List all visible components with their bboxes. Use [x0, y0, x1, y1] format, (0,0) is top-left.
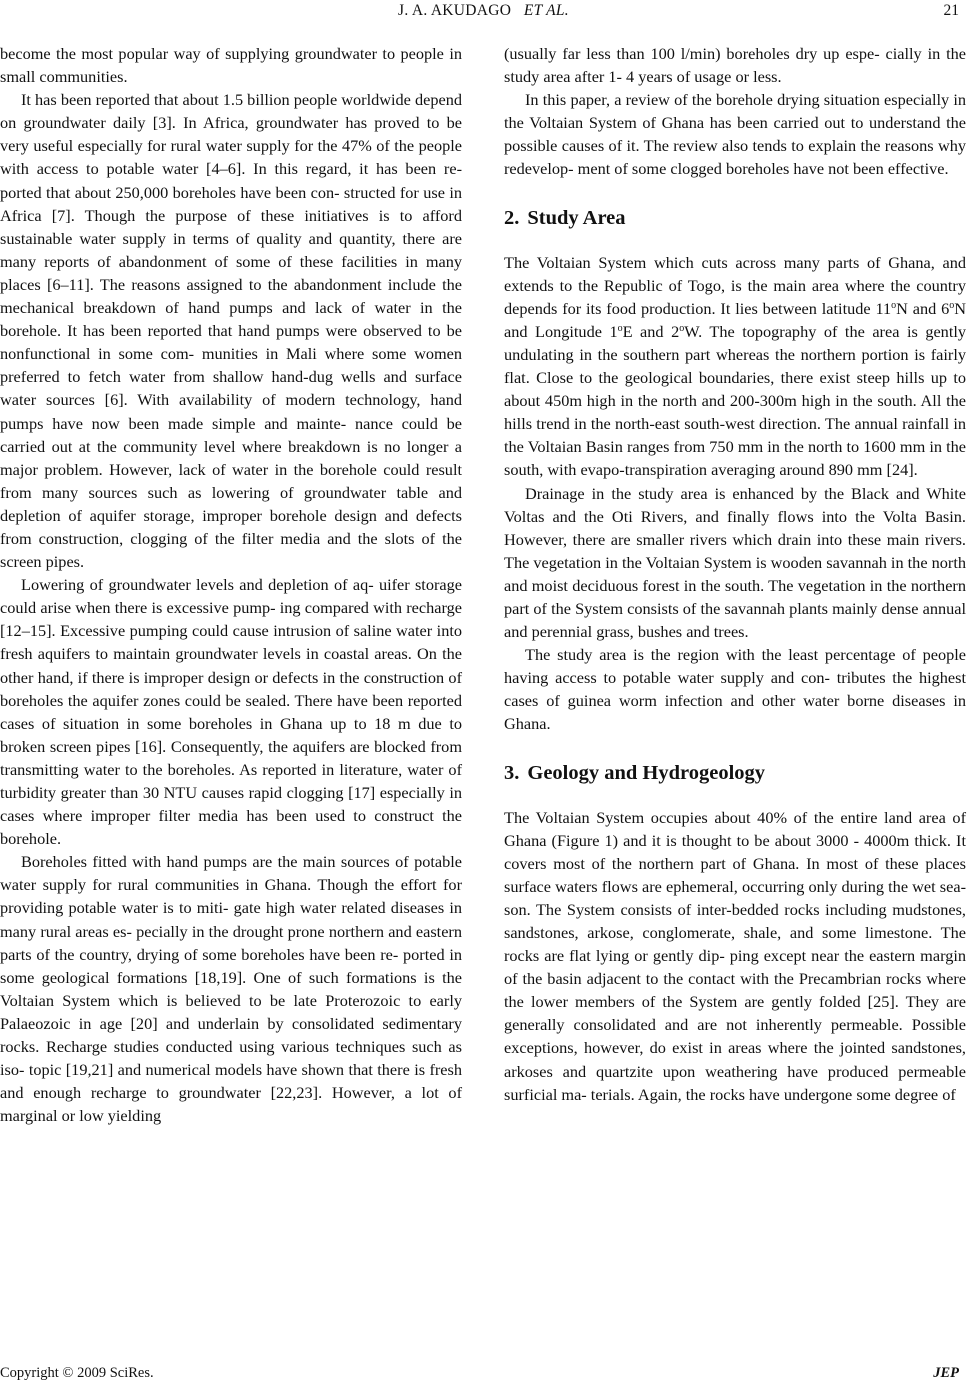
- degree-mark: o: [679, 322, 685, 334]
- running-title: [0, 2, 967, 20]
- paragraph: In this paper, a review of the borehole drying situation especially in the Voltaian System of Ghana has been carried out to understand the possible causes of it. The review also tends to explain the reasons why redevelop- ment of some clogged boreholes have not been effective.: [504, 90, 966, 179]
- section-number: 3.: [504, 761, 520, 784]
- paragraph: Lowering of groundwater levels and depletion of aq- uifer storage could arise when there is excessive pump- ing compared with recharge [12–15]. Excessive pumping could cause intrusion of saline water into fresh aquifers to maintain groundwater levels in coastal areas. On the other hand, if there is improper design or defects in the construction of boreholes the aquifer zones could be sealed. There have been reported cases of situation in some boreholes in Ghana up to 18 m due to broken screen pipes [16]. Consequently, the aquifers are blocked from transmitting water to the boreholes. As reported in literature, water of turbidity greater than 30 NTU causes rapid clogging [17] especially in cases where improper filter media has been used to construct the borehole.: [0, 575, 462, 849]
- paragraph: [504, 251, 966, 482]
- section-heading-study-area: [504, 205, 966, 231]
- journal-abbreviation: JEP: [933, 1365, 959, 1381]
- degree-mark: o: [617, 322, 623, 334]
- paragraph: Boreholes fitted with hand pumps are the main sources of potable water supply for rural communities in Ghana. Though the effort for providing potable water is to miti- gate high water related diseases in many rural areas es- pecially in the drought prone northern and eastern parts of the country, drying of some boreholes have been re- ported in some geological formations [18,19]. One of such formations is the Voltaian System which is believed to be late Proterozoic to early Palaeozoic in age [20] and underlain by consolidated sedimentary rocks. Recharge studies conducted using various techniques such as iso- topic [19,21] and numerical models have shown that there is fresh and enough recharge to groundwater [22,23]. However, a lot of marginal or low yielding: [0, 852, 462, 1126]
- text-run: N and 6: [896, 298, 950, 318]
- header-et-al: ET AL.: [523, 2, 569, 19]
- left-column: [0, 42, 462, 1127]
- degree-mark: o: [891, 299, 897, 311]
- running-header: [0, 2, 967, 26]
- paragraph: (usually far less than 100 l/min) boreholes dry up espe- cially in the study area after 1- 4 years of usage or less.: [504, 44, 966, 87]
- page-number: 21: [943, 2, 959, 19]
- paragraph: become the most popular way of supplying groundwater to people in small communities.: [0, 44, 462, 87]
- degree-mark: o: [949, 299, 955, 311]
- text-run: The Voltaian System which cuts across many parts of Ghana, and extends to the Republic of Togo, is the main area where the country depends for its food production. It lies between latitude 11: [504, 252, 966, 318]
- section-title: Study Area: [527, 206, 626, 229]
- page-footer: [0, 1365, 967, 1385]
- paragraph: It has been reported that about 1.5 billion people worldwide depend on groundwater daily [3]. In Africa, groundwater has proved to be very useful especially for rural water supply for the 47% of the people with access to potable water [4–6]. In this regard, it has been re- ported that about 250,000 boreholes have been con- structed for use in Africa [7]. Though the purpose of these initiatives is to afford sustainable water supply in terms of quality and quantity, there are many reports of abandonment of some of these facilities in many places [6–11]. The reasons assigned to the abandonment include the mechanical breakdown of hand pumps and lack of water in the borehole. It has been reported that hand pumps were observed to be nonfunctional in some com- munities in Mali where some women preferred to fetch water from shallow hand-dug wells and surface water sources [6]. With availability of modern technology, hand pumps have now been made simple and mainte- nance could be carried out at the community level where breakdown is no longer a major problem. However, lack of water in the borehole could result from many sources such as lowering of groundwater table and depletion of aquifer storage, improper borehole design and defects from construction, clogging of the filter media and the slots of the screen pipes.: [0, 90, 462, 572]
- paragraph: The study area is the region with the least percentage of people having access to potable water supply and con- tributes the highest cases of guinea worm infection and other water borne diseases in Ghana.: [504, 645, 966, 734]
- text-run: N and Longitude 1: [504, 298, 966, 341]
- text-run: E and 2: [622, 321, 680, 341]
- paragraph: The Voltaian System occupies about 40% of the entire land area of Ghana (Figure 1) and it is thought to be about 3000 - 4000m thick. It covers most of the northern part of Ghana. In most of these places surface waters flows are ephemeral, occurring only during the wet sea- son. The System consists of inter-bedded rocks including mudstones, sandstones, arkose, conglomerate, shale, and some limestone. The rocks are flat lying or gently dip- ping except near the eastern margin of the basin adjacent to the contact with the Precambrian rocks where the lower members of the System are gently folded [25]. They are generally consolidated and are not inherently permeable. Possible exceptions, however, do exist in areas where the jointed sandstones, arkoses and quartzite upon weathering have produced permeable surficial ma- terials. Again, the rocks have undergone some degree of: [504, 807, 966, 1104]
- section-heading-geology: [504, 760, 966, 786]
- section-number: 2.: [504, 206, 520, 229]
- copyright-notice: Copyright © 2009 SciRes.: [0, 1365, 154, 1381]
- section-title: Geology and Hydrogeology: [527, 761, 766, 784]
- text-run: W. The topography of the area is gently undulating in the southern part whereas the northern portion is fairly flat. Close to the geological boundaries, there exist steep hills up to about 450m high in the north and 200-300m high in the south. All the hills trend in the north-east south-west direction. The annual rainfall in the Voltaian Basin ranges from 750 mm in the north to 1600 mm in the south, with evapo-transpiration averaging around 890 mm [24].: [504, 321, 967, 480]
- paragraph: Drainage in the study area is enhanced by the Black and White Voltas and the Oti Rivers, and finally flows into the Volta Basin. However, there are smaller rivers which drain into these main rivers. The vegetation in the Voltaian System is wooden savannah in the north and moist deciduous forest in the south. The vegetation in the northern part of the System consists of the savannah plants mainly dense annual and perennial grass, bushes and trees.: [504, 483, 966, 642]
- right-column: [504, 42, 966, 1106]
- header-authors: J. A. AKUDAGO: [398, 2, 512, 19]
